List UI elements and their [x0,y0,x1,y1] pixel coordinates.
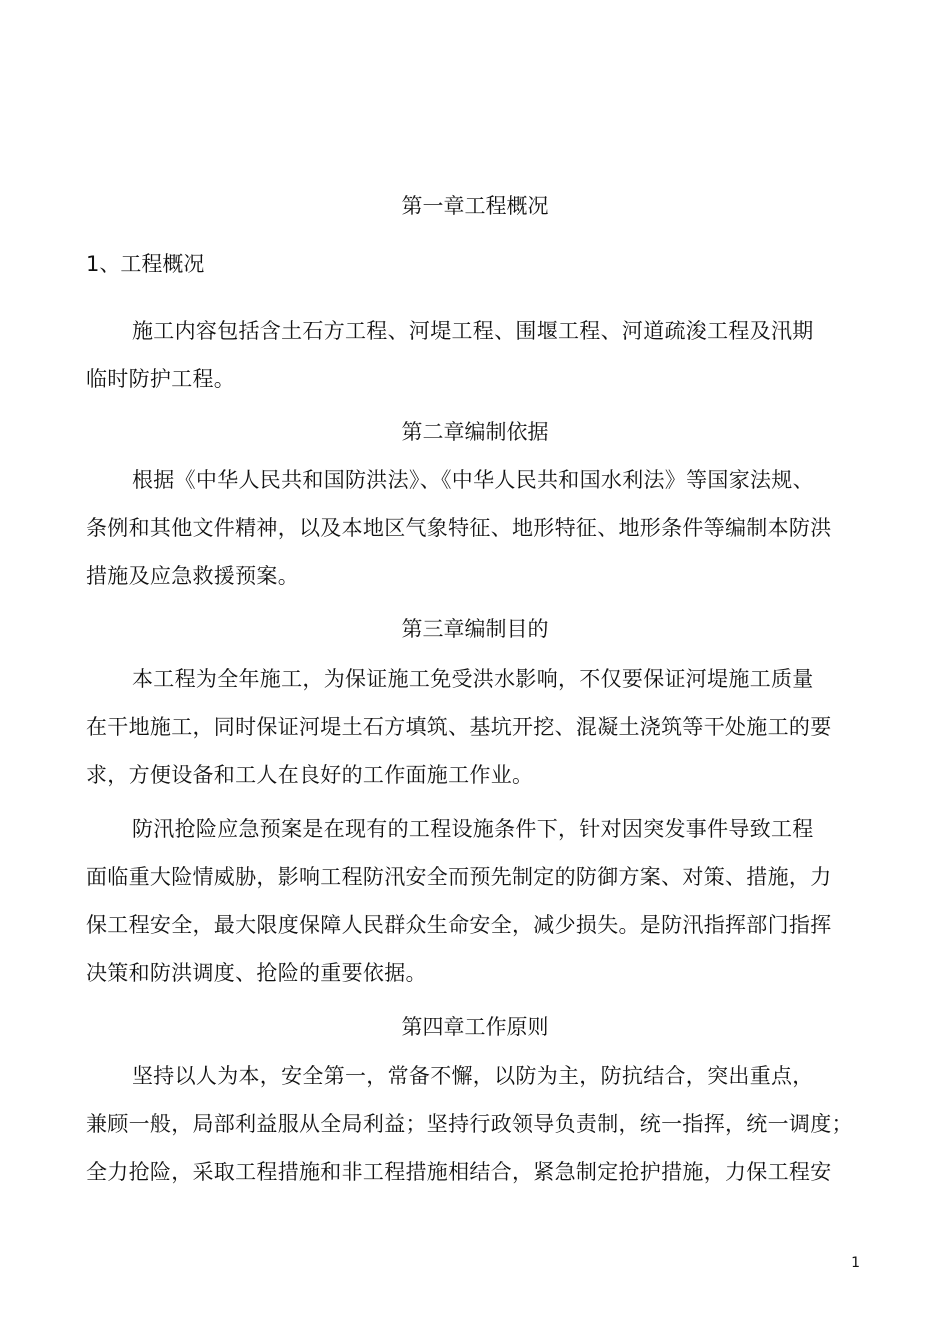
chapter-4-title: 第四章工作原则 [401,1015,549,1039]
paragraph-basis [86,456,880,600]
paragraph-line: 保工程安全，最大限度保障人民群众生命安全，减少损失。是防汛指挥部门指挥 [86,913,832,937]
paragraph-line: 坚持以人为本，安全第一，常备不懈，以防为主，防抗结合，突出重点， [132,1064,814,1088]
paragraph-scope [86,307,880,403]
paragraph-purpose [86,655,880,799]
paragraph-principles [86,1052,880,1196]
paragraph-line: 全力抢险，采取工程措施和非工程措施相结合，紧急制定抢护措施，力保工程安 [86,1160,832,1184]
paragraph-line: 面临重大险情威胁，影响工程防汛安全而预先制定的防御方案、对策、措施，力 [86,865,832,889]
paragraph-line: 防汛抢险应急预案是在现有的工程设施条件下，针对因突发事件导致工程 [132,817,814,841]
paragraph-line: 决策和防洪调度、抢险的重要依据。 [86,961,427,985]
paragraph-line: 临时防护工程。 [86,367,236,391]
chapter-1-title: 第一章工程概况 [401,194,549,218]
paragraph-line: 本工程为全年施工，为保证施工免受洪水影响，不仅要保证河堤施工质量 [132,667,814,691]
section-1-title: 1、工程概况 [86,252,205,276]
paragraph-line: 求，方便设备和工人在良好的工作面施工作业。 [86,763,534,787]
paragraph-line: 措施及应急救援预案。 [86,564,299,588]
chapter-2-title: 第二章编制依据 [401,420,549,444]
paragraph-line: 兼顾一般，局部利益服从全局利益；坚持行政领导负责制，统一指挥，统一调度； [86,1112,853,1136]
paragraph-line: 在干地施工，同时保证河堤土石方填筑、基坑开挖、混凝土浇筑等干处施工的要 [86,715,832,739]
chapter-3-title: 第三章编制目的 [401,617,549,641]
paragraph-line: 施工内容包括含土石方工程、河堤工程、围堰工程、河道疏浚工程及汛期 [132,319,814,343]
paragraph-line: 根据《中华人民共和国防洪法》、《中华人民共和国水利法》等国家法规、 [132,468,814,492]
page-number: 1 [851,1255,860,1271]
paragraph-emergency-plan [86,805,880,997]
paragraph-line: 条例和其他文件精神，以及本地区气象特征、地形特征、地形条件等编制本防洪 [86,516,832,540]
